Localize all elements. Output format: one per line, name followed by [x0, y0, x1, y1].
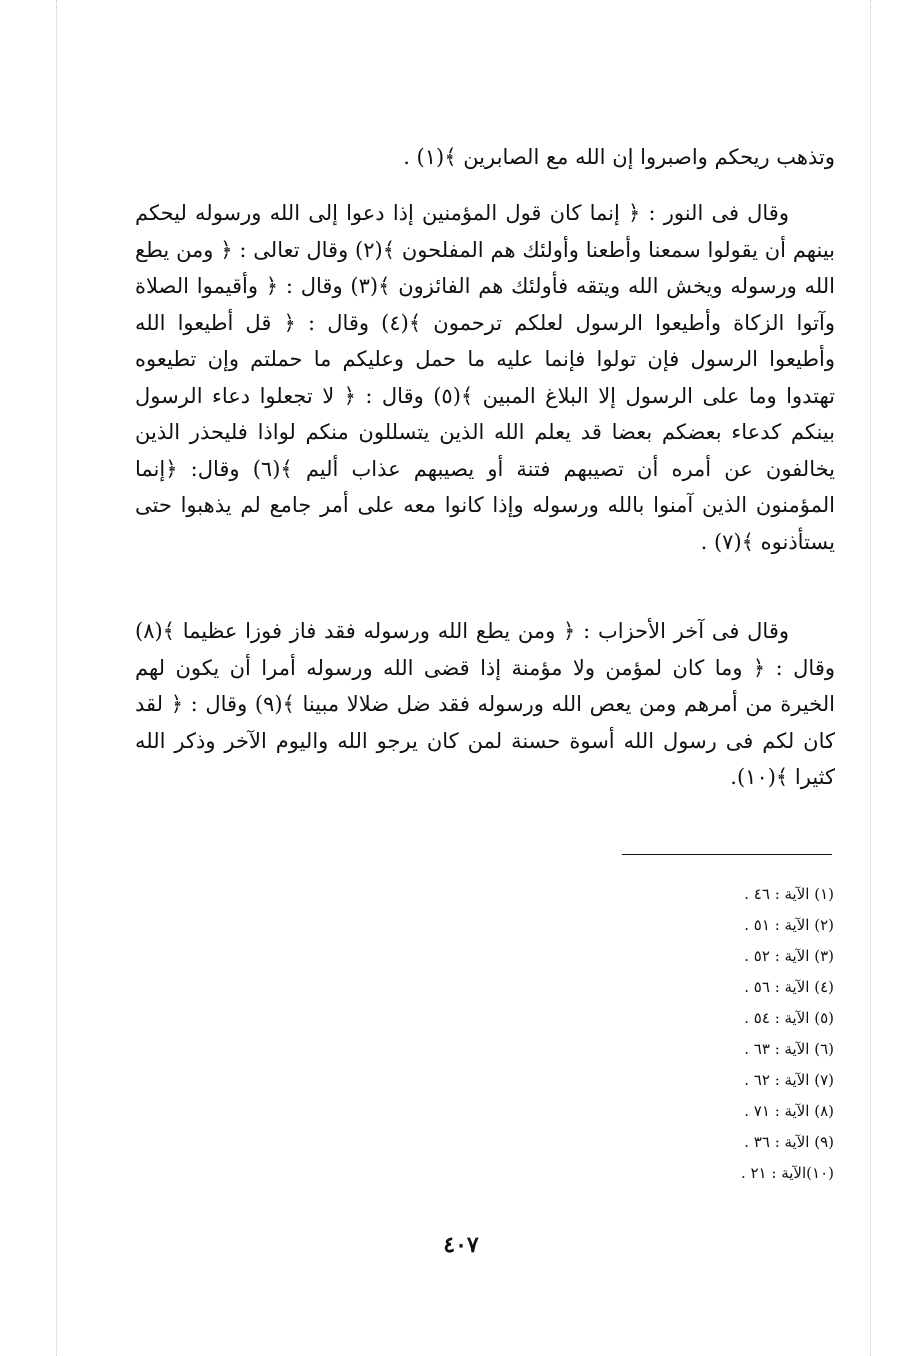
paragraph-continuation: وتذهب ريحكم واصبروا إن الله مع الصابرين ﴾(١) . — [403, 145, 835, 169]
paragraph-surat-al-ahzab: وقال فى آخر الأحزاب : ﴿ ومن يطع الله ورسوله فقد فاز فوزا عظيما ﴾(٨) وقال : ﴿ وما كان لمؤمن ولا مؤمنة إذا قضى الله ورسوله أمرا أن يكون لهم الخيرة من أمرهم ومن يعص الله ورسوله فقد ضل ضلالا مبينا ﴾(٩) وقال : ﴿ لقد كان لكم فى رسول الله أسوة حسنة لمن كان يرجو الله واليوم الآخر وذكر الله كثيرا ﴾(١٠). — [135, 619, 835, 789]
paragraph-surat-an-nur: وقال فى النور : ﴿ إنما كان قول المؤمنين إذا دعوا إلى الله ورسوله ليحكم بينهم أن يقولوا سمعنا وأطعنا وأولئك هم المفلحون ﴾(٢) وقال تعالى : ﴿ ومن يطع الله ورسوله ويخش الله ويتقه فأولئك هم الفائزون ﴾(٣) وقال : ﴿ وأقيموا الصلاة وآتوا الزكاة وأطيعوا الرسول لعلكم ترحمون ﴾(٤) وقال : ﴿ قل أطيعوا الله وأطيعوا الرسول فإن تولوا فإنما عليه ما حمل وعليكم ما حملتم وإن تطيعوه تهتدوا وما على الرسول إلا البلاغ المبين ﴾(٥) وقال : ﴿ لا تجعلوا دعاء الرسول بينكم كدعاء بعضكم بعضا قد يعلم الله الذين يتسللون منكم لواذا فليحذر الذين يخالفون عن أمره أن تصيبهم فتنة أو يصيبهم عذاب أليم ﴾(٦) وقال: ﴿إنما المؤمنون الذين آمنوا بالله ورسوله وإذا كانوا معه على أمر جامع لم يذهبوا حتى يستأذنوه ﴾(٧) . — [135, 201, 835, 554]
footnote: (١٠)الآية : ٢١ . — [740, 1164, 834, 1182]
footnote: (٧) الآية : ٦٢ . — [744, 1071, 834, 1089]
margin-dotted-line — [870, 0, 871, 1356]
footnote: (٢) الآية : ٥١ . — [744, 916, 834, 934]
footnote: (٨) الآية : ٧١ . — [744, 1102, 834, 1120]
footnotes-list — [574, 879, 834, 1189]
footnote: (١) الآية : ٤٦ . — [744, 885, 834, 903]
page-number: ٤٠٧ — [443, 1232, 479, 1258]
margin-dotted-line — [56, 0, 57, 1356]
footnote: (٩) الآية : ٣٦ . — [744, 1133, 834, 1151]
footnote: (٤) الآية : ٥٦ . — [744, 978, 834, 996]
footnote: (٦) الآية : ٦٣ . — [744, 1040, 834, 1058]
footnote: (٣) الآية : ٥٢ . — [744, 947, 834, 965]
footnote-separator — [622, 854, 832, 855]
footnote: (٥) الآية : ٥٤ . — [744, 1009, 834, 1027]
